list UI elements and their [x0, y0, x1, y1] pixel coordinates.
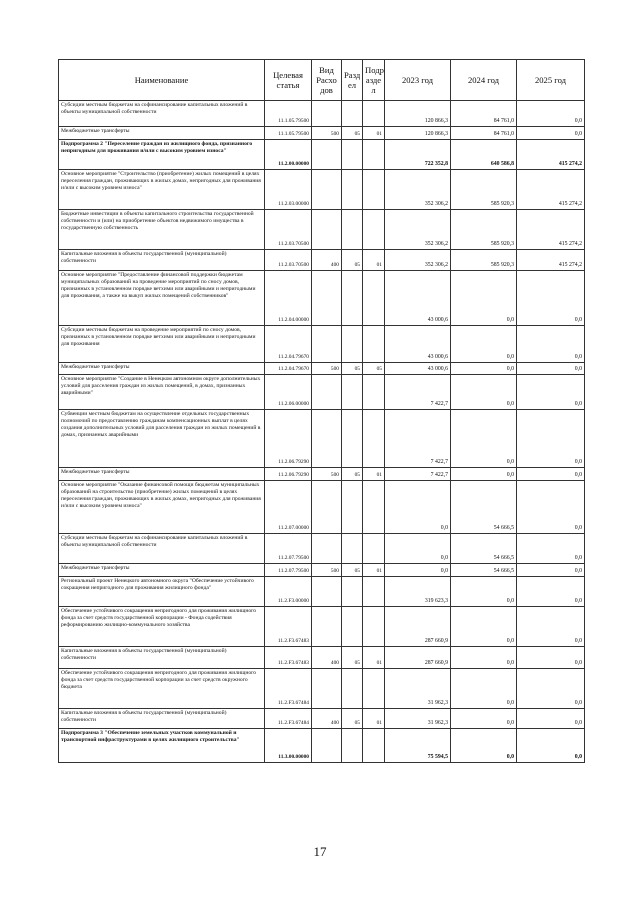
cell-section	[342, 271, 363, 326]
cell-subsection	[363, 481, 385, 534]
cell-target-code: 11.2.06.00000	[265, 375, 312, 410]
cell-2023: 722 352,8	[385, 140, 451, 170]
cell-section	[342, 577, 363, 607]
cell-2025: 415 274,2	[517, 210, 585, 250]
cell-2024: 84 761,0	[451, 127, 517, 140]
cell-name: Межбюджетные трансферты	[59, 363, 265, 375]
cell-expense-type	[312, 729, 342, 763]
cell-name: Субсидии местным бюджетам на софинансирование капитальных вложений в объекты муниципальной собственности	[59, 101, 265, 127]
cell-name: Основное мероприятие "Создание в Ненецком автономном округе дополнительных условий для расселения граждан из жилых помещений, в домах, признанных аварийными"	[59, 375, 265, 410]
cell-2024: 585 920,3	[451, 250, 517, 271]
table-row	[59, 375, 585, 410]
cell-2025: 0,0	[517, 271, 585, 326]
cell-target-code: 11.3.00.00000	[265, 729, 312, 763]
table-row	[59, 101, 585, 127]
cell-target-code: 11.2.F3.67483	[265, 647, 312, 669]
cell-name: Капитальные вложения в объекты государственной (муниципальной) собственности	[59, 250, 265, 271]
table-row	[59, 577, 585, 607]
cell-2024: 585 920,3	[451, 170, 517, 210]
cell-2023: 7 422,7	[385, 468, 451, 481]
table-row	[59, 709, 585, 729]
cell-expense-type	[312, 140, 342, 170]
cell-2025: 0,0	[517, 410, 585, 468]
cell-section: 05	[342, 647, 363, 669]
cell-2025: 0,0	[517, 669, 585, 709]
cell-target-code: 11.2.07.00000	[265, 481, 312, 534]
cell-subsection: 01	[363, 709, 385, 729]
cell-name: Бюджетные инвестиции в объекты капитального строительства государственной собственности и (или) на приобретение объектов недвижимого имущества в государственную собственность	[59, 210, 265, 250]
cell-subsection	[363, 271, 385, 326]
cell-2025: 0,0	[517, 577, 585, 607]
cell-2024: 0,0	[451, 375, 517, 410]
cell-2024: 0,0	[451, 468, 517, 481]
cell-name: Межбюджетные трансферты	[59, 468, 265, 481]
cell-subsection: 01	[363, 250, 385, 271]
cell-subsection	[363, 729, 385, 763]
cell-2023: 75 594,5	[385, 729, 451, 763]
cell-section: 05	[342, 363, 363, 375]
cell-target-code: 11.2.06.79290	[265, 410, 312, 468]
cell-2024: 640 586,8	[451, 140, 517, 170]
cell-2025: 0,0	[517, 481, 585, 534]
cell-2024: 84 761,0	[451, 101, 517, 127]
table-row	[59, 140, 585, 170]
cell-section	[342, 140, 363, 170]
cell-2023: 287 660,9	[385, 647, 451, 669]
cell-target-code: 11.2.06.79290	[265, 468, 312, 481]
cell-expense-type	[312, 669, 342, 709]
table-row	[59, 534, 585, 564]
cell-subsection	[363, 375, 385, 410]
cell-name: Капитальные вложения в объекты государственной (муниципальной) собственности	[59, 647, 265, 669]
cell-section	[342, 375, 363, 410]
cell-2023: 120 866,3	[385, 127, 451, 140]
cell-name: Межбюджетные трансферты	[59, 564, 265, 577]
budget-table-container	[58, 59, 584, 763]
cell-expense-type: 500	[312, 468, 342, 481]
cell-target-code: 11.2.F3.67483	[265, 607, 312, 647]
cell-subsection	[363, 669, 385, 709]
table-body	[59, 101, 585, 763]
header-2024: 2024 год	[451, 60, 517, 101]
header-expense-type: Вид Расхо дов	[312, 60, 342, 101]
cell-2023: 0,0	[385, 534, 451, 564]
cell-expense-type	[312, 271, 342, 326]
table-row	[59, 468, 585, 481]
cell-name: Субвенции местным бюджетам на осуществление отдельных государственных полномочий по предоставлению гражданам компенсационных выплат в целях создания дополнительных условий для расселения граждан из жилых помещений в домах, признанных аварийными	[59, 410, 265, 468]
cell-2024: 0,0	[451, 271, 517, 326]
cell-expense-type	[312, 607, 342, 647]
cell-expense-type	[312, 481, 342, 534]
cell-subsection	[363, 210, 385, 250]
header-name: Наименование	[59, 60, 265, 101]
table-row	[59, 326, 585, 363]
cell-2024: 0,0	[451, 363, 517, 375]
cell-expense-type: 400	[312, 250, 342, 271]
header-subsection: Подр азде л	[363, 60, 385, 101]
cell-2023: 0,0	[385, 481, 451, 534]
cell-expense-type: 500	[312, 564, 342, 577]
cell-target-code: 11.2.03.70500	[265, 250, 312, 271]
cell-target-code: 11.2.03.00000	[265, 170, 312, 210]
table-row	[59, 250, 585, 271]
cell-target-code: 11.2.04.79670	[265, 363, 312, 375]
cell-2025: 0,0	[517, 468, 585, 481]
cell-subsection	[363, 170, 385, 210]
cell-name: Обеспечение устойчивого сокращения непригодного для проживания жилищного фонда за счет средств государственной корпорации за счет средств окружного бюджета	[59, 669, 265, 709]
cell-target-code: 11.1.05.79500	[265, 101, 312, 127]
cell-2023: 319 623,3	[385, 577, 451, 607]
budget-table	[58, 59, 585, 763]
cell-2024: 0,0	[451, 669, 517, 709]
table-row	[59, 564, 585, 577]
cell-expense-type: 500	[312, 127, 342, 140]
cell-2024: 0,0	[451, 709, 517, 729]
cell-2024: 0,0	[451, 729, 517, 763]
cell-2023: 287 660,9	[385, 607, 451, 647]
cell-2025: 0,0	[517, 564, 585, 577]
cell-subsection: 01	[363, 468, 385, 481]
cell-expense-type	[312, 577, 342, 607]
table-row	[59, 481, 585, 534]
cell-target-code: 11.2.00.00000	[265, 140, 312, 170]
cell-section	[342, 534, 363, 564]
cell-section: 05	[342, 127, 363, 140]
cell-2023: 43 000,6	[385, 271, 451, 326]
table-row	[59, 669, 585, 709]
cell-name: Подпрограмма 3 "Обеспечение земельных участков коммунальной и транспортной инфраструктурами в целях жилищного строительства"	[59, 729, 265, 763]
cell-2023: 43 000,6	[385, 326, 451, 363]
cell-section	[342, 410, 363, 468]
cell-2024: 0,0	[451, 410, 517, 468]
table-row	[59, 210, 585, 250]
cell-target-code: 11.2.F3.67484	[265, 709, 312, 729]
cell-2023: 43 000,6	[385, 363, 451, 375]
cell-2025: 0,0	[517, 363, 585, 375]
cell-2024: 0,0	[451, 577, 517, 607]
cell-section	[342, 210, 363, 250]
cell-expense-type	[312, 326, 342, 363]
page-number: 17	[313, 844, 327, 859]
cell-subsection	[363, 534, 385, 564]
header-section: Разд ел	[342, 60, 363, 101]
table-row	[59, 607, 585, 647]
cell-name: Капитальные вложения в объекты государственной (муниципальной) собственности	[59, 709, 265, 729]
cell-subsection	[363, 101, 385, 127]
cell-subsection: 01	[363, 564, 385, 577]
header-2025: 2025 год	[517, 60, 585, 101]
cell-subsection	[363, 410, 385, 468]
cell-expense-type	[312, 410, 342, 468]
cell-expense-type	[312, 375, 342, 410]
cell-name: Обеспечение устойчивого сокращения непригодного для проживания жилищного фонда за счет средств государственной корпорации - Фонда содействия реформированию жилищно-коммунального хозяйства	[59, 607, 265, 647]
cell-2023: 7 422,7	[385, 410, 451, 468]
cell-2024: 0,0	[451, 647, 517, 669]
cell-name: Основное мероприятие "Оказание финансовой помощи бюджетам муниципальных образований на строительство (приобретение) жилых помещений в целях переселения граждан, проживающих в жилых домах, непригодных для проживания и/или с высоким уровнем износа"	[59, 481, 265, 534]
cell-2024: 0,0	[451, 326, 517, 363]
cell-expense-type	[312, 210, 342, 250]
cell-2025: 415 274,2	[517, 140, 585, 170]
cell-section	[342, 607, 363, 647]
cell-2024: 54 666,5	[451, 564, 517, 577]
cell-name: Субсидии местным бюджетам на софинансирование капитальных вложений в объекты муниципальной собственности	[59, 534, 265, 564]
cell-subsection	[363, 577, 385, 607]
cell-section: 05	[342, 250, 363, 271]
cell-name: Субсидии местным бюджетам на проведение мероприятий по сносу домов, признанных в установленном порядке ветхими или аварийными и непригодными для проживания	[59, 326, 265, 363]
cell-2025: 415 274,2	[517, 170, 585, 210]
cell-2025: 0,0	[517, 607, 585, 647]
header-target: Целевая статья	[265, 60, 312, 101]
table-row	[59, 647, 585, 669]
cell-target-code: 11.2.04.79670	[265, 326, 312, 363]
cell-section	[342, 729, 363, 763]
cell-2025: 0,0	[517, 127, 585, 140]
cell-2024: 54 666,5	[451, 481, 517, 534]
cell-target-code: 11.2.07.79500	[265, 534, 312, 564]
cell-2023: 0,0	[385, 564, 451, 577]
cell-2023: 352 306,2	[385, 250, 451, 271]
cell-expense-type	[312, 101, 342, 127]
table-header-row	[59, 60, 585, 101]
cell-target-code: 11.2.03.70500	[265, 210, 312, 250]
cell-2025: 415 274,2	[517, 250, 585, 271]
cell-2024: 0,0	[451, 607, 517, 647]
cell-2025: 0,0	[517, 534, 585, 564]
cell-subsection: 01	[363, 647, 385, 669]
cell-2025: 0,0	[517, 101, 585, 127]
cell-target-code: 11.2.07.79500	[265, 564, 312, 577]
cell-target-code: 11.2.F3.67484	[265, 669, 312, 709]
cell-name: Подпрограмма 2 "Переселение граждан из жилищного фонда, признанного непригодным для проживания и/или с высоким уровнем износа"	[59, 140, 265, 170]
cell-section: 05	[342, 468, 363, 481]
cell-2025: 0,0	[517, 375, 585, 410]
cell-section: 05	[342, 709, 363, 729]
cell-2023: 7 422,7	[385, 375, 451, 410]
cell-section	[342, 101, 363, 127]
cell-2023: 31 962,3	[385, 669, 451, 709]
cell-target-code: 11.2.04.00000	[265, 271, 312, 326]
cell-2024: 585 920,3	[451, 210, 517, 250]
cell-2025: 0,0	[517, 729, 585, 763]
cell-expense-type: 500	[312, 363, 342, 375]
cell-name: Основное мероприятие "Предоставление финансовой поддержки бюджетам муниципальных образований на проведение мероприятий по сносу домов, признанных в установленном порядке ветхими или аварийными и непригодными для проживания, а также на выкуп жилых помещений собственников"	[59, 271, 265, 326]
cell-2023: 31 962,3	[385, 709, 451, 729]
cell-expense-type: 400	[312, 709, 342, 729]
table-row	[59, 729, 585, 763]
cell-subsection	[363, 326, 385, 363]
cell-name: Межбюджетные трансферты	[59, 127, 265, 140]
cell-section	[342, 669, 363, 709]
cell-section: 05	[342, 564, 363, 577]
cell-name: Региональный проект Ненецкого автономного округа "Обеспечение устойчивого сокращения непригодного для проживания жилищного фонда"	[59, 577, 265, 607]
cell-section	[342, 481, 363, 534]
cell-subsection	[363, 140, 385, 170]
cell-section	[342, 170, 363, 210]
cell-expense-type: 400	[312, 647, 342, 669]
cell-subsection: 01	[363, 127, 385, 140]
cell-expense-type	[312, 534, 342, 564]
cell-2024: 54 666,5	[451, 534, 517, 564]
table-row	[59, 271, 585, 326]
cell-2025: 0,0	[517, 647, 585, 669]
cell-section	[342, 326, 363, 363]
table-row	[59, 127, 585, 140]
table-row	[59, 410, 585, 468]
table-row	[59, 363, 585, 375]
cell-2023: 352 306,2	[385, 170, 451, 210]
table-row	[59, 170, 585, 210]
cell-target-code: 11.1.05.79500	[265, 127, 312, 140]
header-2023: 2023 год	[385, 60, 451, 101]
cell-target-code: 11.2.F3.00000	[265, 577, 312, 607]
cell-2025: 0,0	[517, 326, 585, 363]
cell-subsection	[363, 607, 385, 647]
cell-expense-type	[312, 170, 342, 210]
cell-subsection: 05	[363, 363, 385, 375]
cell-2025: 0,0	[517, 709, 585, 729]
cell-name: Основное мероприятие "Строительство (приобретение) жилых помещений в целях переселения граждан, проживающих в жилых домах, непригодных для проживания и/или с высоким уровнем износа"	[59, 170, 265, 210]
cell-2023: 120 866,3	[385, 101, 451, 127]
cell-2023: 352 306,2	[385, 210, 451, 250]
